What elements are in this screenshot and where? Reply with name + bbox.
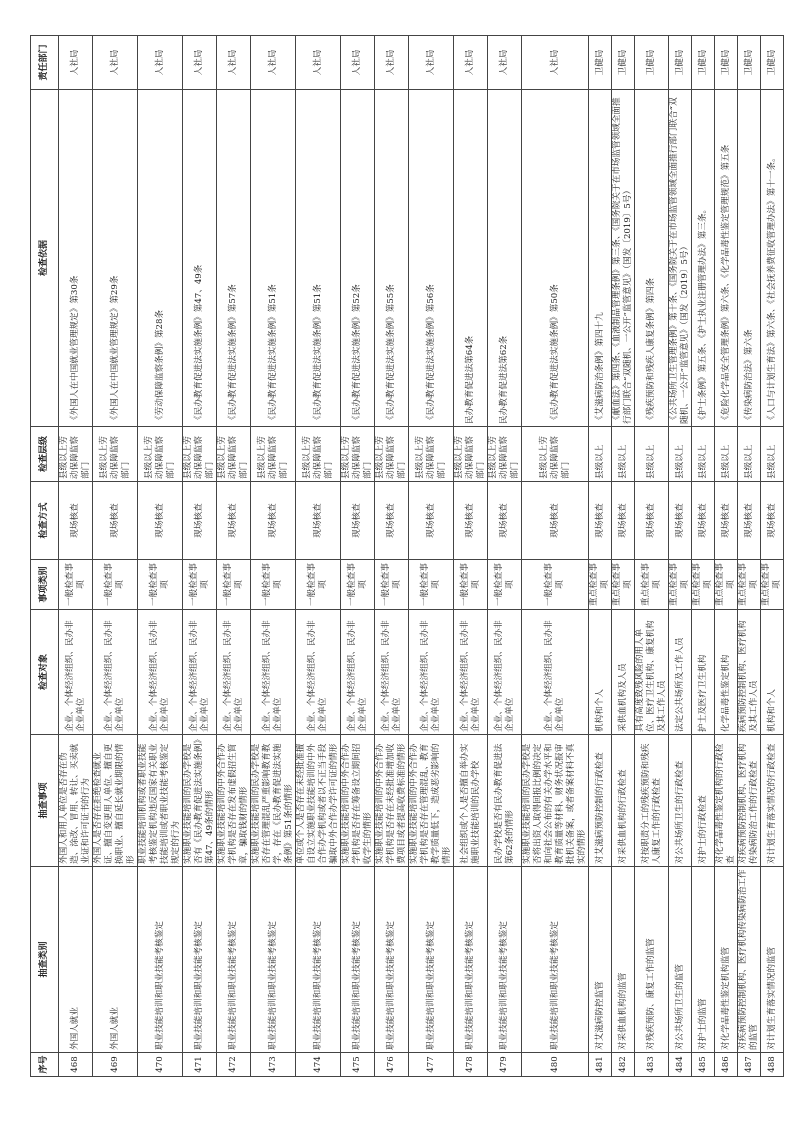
- table-row: [715, 36, 738, 1077]
- cell-category: 职业技能培训和职业技能考核鉴定: [375, 867, 409, 1053]
- cell-item: 社会组织或个人是否擅自举办实施职业技能培训的民办学校: [454, 735, 488, 867]
- cell-basis: 《劳动保障监察条例》第28条: [138, 90, 183, 427]
- cell-level: 县级以上: [738, 427, 761, 482]
- cell-no: 476: [375, 1053, 409, 1077]
- cell-type: 一般检查事项: [409, 560, 454, 610]
- cell-type: 一般检查事项: [183, 560, 217, 610]
- cell-item: 实施职业技能培训的民办学校是否有《民办教育促进法实施条例》第47、49条的情形: [183, 735, 217, 867]
- cell-method: 现场核查: [669, 482, 692, 560]
- cell-dept: 人社局: [409, 36, 454, 90]
- cell-target: 企业、个体经济组织、民办非企业单位: [217, 610, 251, 735]
- cell-target: 化学品毒性鉴定机构: [715, 610, 738, 735]
- cell-level: 县级以上: [635, 427, 669, 482]
- cell-target: 具有高度致残风险的用人单位、医疗卫生机构、康复机构及其工作人员: [635, 610, 669, 735]
- cell-target: 企业、个体经济组织、民办非企业单位: [138, 610, 183, 735]
- cell-target: 企业、个体经济组织、民办非企业单位: [375, 610, 409, 735]
- cell-type: 一般检查事项: [138, 560, 183, 610]
- cell-category: 职业技能培训和职业技能考核鉴定: [488, 867, 522, 1053]
- table-row: [251, 36, 296, 1077]
- table-row: [738, 36, 761, 1077]
- cell-target: 企业、个体经济组织、民办非企业单位: [409, 610, 454, 735]
- cell-basis: 《民办教育促进法实施条例》第47、49条: [183, 90, 217, 427]
- cell-type: 一般检查事项: [522, 560, 589, 610]
- cell-dept: 人社局: [454, 36, 488, 90]
- cell-basis: 《民办教育促进法实施条例》第51条: [296, 90, 341, 427]
- cell-item: 对化学品毒性鉴定机构的行政检查: [715, 735, 738, 867]
- cell-target: 企业、个体经济组织、民办非企业单位: [454, 610, 488, 735]
- cell-target: 企业、个体经济组织、民办非企业单位: [59, 610, 93, 735]
- cell-type: 一般检查事项: [59, 560, 93, 610]
- cell-dept: 人社局: [296, 36, 341, 90]
- cell-basis: 《公共场所卫生管理条例》第十条、《国务院关于在市场监管领域全面推行部门联合“双随机、一公开”监管意见》（国发〔2019〕5号）: [669, 90, 692, 427]
- cell-category: 对残疾预防、康复工作的监管: [635, 867, 669, 1053]
- cell-type: 一般检查事项: [341, 560, 375, 610]
- cell-no: 482: [612, 1053, 635, 1077]
- cell-dept: 卫健局: [589, 36, 612, 90]
- cell-dept: 卫健局: [669, 36, 692, 90]
- cell-item: 单位或个人是否存在未经批准擅自设立实施职业技能培训的中外合作办学机构或者以不正当手段骗取中外合作办学许可证的情形: [296, 735, 341, 867]
- cell-basis: 《外国人在中国就业管理规定》第30条: [59, 90, 93, 427]
- cell-type: 重点检查事项: [669, 560, 692, 610]
- cell-category: 职业技能培训和职业技能考核鉴定: [296, 867, 341, 1053]
- cell-dept: 人社局: [522, 36, 589, 90]
- cell-category: 职业技能培训和职业技能考核鉴定: [522, 867, 589, 1053]
- cell-item: 实施职业技能培训的中外合作办学机构是否存在筹备设立期间招收学生的情形: [341, 735, 375, 867]
- cell-no: 469: [93, 1053, 138, 1077]
- cell-item: 实施职业技能培训的中外合作办学机构是否存在未经批准增加收费项目或者提高收费标准的情形: [375, 735, 409, 867]
- cell-category: 对艾滋病防控监管: [589, 867, 612, 1053]
- table-row: [669, 36, 692, 1077]
- header-method: 检查方式: [31, 482, 59, 560]
- cell-level: 县级以上: [715, 427, 738, 482]
- table-row: [635, 36, 669, 1077]
- cell-no: 486: [715, 1053, 738, 1077]
- header-target: 检查对象: [31, 610, 59, 735]
- table-row: [138, 36, 183, 1077]
- cell-method: 现场核查: [715, 482, 738, 560]
- cell-target: 企业、个体经济组织、民办非企业单位: [93, 610, 138, 735]
- cell-type: 一般检查事项: [375, 560, 409, 610]
- cell-method: 现场核查: [488, 482, 522, 560]
- cell-category: 对公共场所卫生的监管: [669, 867, 692, 1053]
- cell-dept: 人社局: [59, 36, 93, 90]
- cell-method: 现场核查: [738, 482, 761, 560]
- cell-type: 重点检查事项: [635, 560, 669, 610]
- header-item: 抽查事项: [31, 735, 59, 867]
- cell-dept: 人社局: [375, 36, 409, 90]
- cell-category: 对疾病预防控制机构、医疗机构传染病防治工作的监管: [738, 867, 761, 1053]
- cell-category: 外国人就业: [93, 867, 138, 1053]
- cell-method: 现场核查: [93, 482, 138, 560]
- cell-target: 企业、个体经济组织、民办非企业单位: [488, 610, 522, 735]
- cell-category: 职业技能培训和职业技能考核鉴定: [217, 867, 251, 1053]
- cell-target: 机构和个人: [761, 610, 784, 735]
- cell-level: 县级以上劳动保障监察部门: [341, 427, 375, 482]
- cell-level: 县级以上劳动保障监察部门: [251, 427, 296, 482]
- cell-category: 职业技能培训和职业技能考核鉴定: [138, 867, 183, 1053]
- cell-level: 县级以上劳动保障监察部门: [488, 427, 522, 482]
- cell-no: 488: [761, 1053, 784, 1077]
- cell-dept: 人社局: [217, 36, 251, 90]
- cell-method: 现场核查: [409, 482, 454, 560]
- cell-dept: 人社局: [488, 36, 522, 90]
- cell-basis: 《传染病防治法》第六条: [738, 90, 761, 427]
- cell-level: 县级以上: [761, 427, 784, 482]
- header-level: 检查层级: [31, 427, 59, 482]
- cell-basis: 《民办教育促进法实施条例》第56条: [409, 90, 454, 427]
- cell-target: 企业、个体经济组织、民办非企业单位: [296, 610, 341, 735]
- cell-method: 现场核查: [612, 482, 635, 560]
- cell-category: 职业技能培训和职业技能考核鉴定: [454, 867, 488, 1053]
- cell-no: 474: [296, 1053, 341, 1077]
- table-row: [692, 36, 715, 1077]
- cell-category: 职业技能培训和职业技能考核鉴定: [251, 867, 296, 1053]
- cell-category: 职业技能培训和职业技能考核鉴定: [183, 867, 217, 1053]
- cell-level: 县级以上劳动保障监察部门: [217, 427, 251, 482]
- cell-type: 一般检查事项: [93, 560, 138, 610]
- cell-type: 一般检查事项: [488, 560, 522, 610]
- cell-target: 采供血机构及人员: [612, 610, 635, 735]
- cell-target: 企业、个体经济组织、民办非企业单位: [341, 610, 375, 735]
- header-basis: 检查依据: [31, 90, 59, 427]
- cell-item: 职业技能培训机构或者职业技能考核鉴定机构违反国家有关职业技能培训或者职业技能考核鉴定规定的行为: [138, 735, 183, 867]
- cell-level: 县级以上劳动保障监察部门: [454, 427, 488, 482]
- cell-method: 现场核查: [375, 482, 409, 560]
- cell-level: 县级以上劳动保障监察部门: [375, 427, 409, 482]
- cell-method: 现场核查: [454, 482, 488, 560]
- cell-type: 重点检查事项: [761, 560, 784, 610]
- table-row: [217, 36, 251, 1077]
- cell-method: 现场核查: [217, 482, 251, 560]
- cell-category: 对采供血机构的监管: [612, 867, 635, 1053]
- cell-method: 现场核查: [59, 482, 93, 560]
- cell-no: 470: [138, 1053, 183, 1077]
- cell-type: 重点检查事项: [738, 560, 761, 610]
- cell-basis: 民办教育促进法第64条: [454, 90, 488, 427]
- table-row: [454, 36, 488, 1077]
- table-row: [409, 36, 454, 1077]
- cell-method: 现场核查: [589, 482, 612, 560]
- cell-basis: 《艾滋病防治条例》第四十九: [589, 90, 612, 427]
- cell-no: 485: [692, 1053, 715, 1077]
- cell-target: 机构和个人: [589, 610, 612, 735]
- cell-method: 现场核查: [635, 482, 669, 560]
- cell-basis: 《危险化学品安全管理条例》第六条、《化学品毒性鉴定管理规范》第五条: [715, 90, 738, 427]
- inspection-items-table: [30, 35, 784, 1077]
- cell-basis: 《外国人在中国就业管理规定》第29条: [93, 90, 138, 427]
- cell-no: 484: [669, 1053, 692, 1077]
- cell-method: 现场核查: [341, 482, 375, 560]
- cell-method: 现场核查: [692, 482, 715, 560]
- cell-type: 重点检查事项: [692, 560, 715, 610]
- cell-dept: 人社局: [341, 36, 375, 90]
- cell-no: 471: [183, 1053, 217, 1077]
- cell-item: 对公共场所卫生的行政检查: [669, 735, 692, 867]
- cell-method: 现场核查: [251, 482, 296, 560]
- cell-level: 县级以上劳动保障监察部门: [59, 427, 93, 482]
- cell-method: 现场核查: [183, 482, 217, 560]
- table-row: [612, 36, 635, 1077]
- table-row: [183, 36, 217, 1077]
- cell-method: 现场核查: [138, 482, 183, 560]
- cell-basis: 《民办教育促进法实施条例》第51条: [251, 90, 296, 427]
- cell-basis: 《人口与计划生育法》第六条、《社会抚养费征收管理办法》第十一条。: [761, 90, 784, 427]
- cell-item: 对计划生育落实情况的行政检查: [761, 735, 784, 867]
- cell-type: 重点检查事项: [715, 560, 738, 610]
- cell-dept: 人社局: [183, 36, 217, 90]
- cell-no: 472: [217, 1053, 251, 1077]
- cell-dept: 人社局: [251, 36, 296, 90]
- cell-dept: 卫健局: [635, 36, 669, 90]
- cell-target: 疾病预防控制机构、医疗机构及其工作人员: [738, 610, 761, 735]
- cell-type: 一般检查事项: [454, 560, 488, 610]
- cell-level: 县级以上: [612, 427, 635, 482]
- cell-level: 县级以上劳动保障监察部门: [138, 427, 183, 482]
- cell-dept: 卫健局: [612, 36, 635, 90]
- cell-basis: 《民办教育促进法实施条例》第50条: [522, 90, 589, 427]
- cell-level: 县级以上劳动保障监察部门: [93, 427, 138, 482]
- cell-item: 实施职业技能培训的民办学校是否将出资人取得回报比例的决定和向社会公布的有关办学水平和教育质量等材料、财务状况报审批机关备案，或者备案材料不真实的情形: [522, 735, 589, 867]
- cell-no: 479: [488, 1053, 522, 1077]
- cell-category: 职业技能培训和职业技能考核鉴定: [341, 867, 375, 1053]
- table-row: [93, 36, 138, 1077]
- header-type: 事项类别: [31, 560, 59, 610]
- cell-level: 县级以上劳动保障监察部门: [522, 427, 589, 482]
- table-row: [761, 36, 784, 1077]
- cell-no: 481: [589, 1053, 612, 1077]
- cell-category: 对护士的监管: [692, 867, 715, 1053]
- header-category: 抽查类别: [31, 867, 59, 1053]
- cell-level: 县级以上劳动保障监察部门: [183, 427, 217, 482]
- cell-basis: 《民办教育促进法实施条例》第55条: [375, 90, 409, 427]
- cell-no: 483: [635, 1053, 669, 1077]
- cell-item: 对艾滋病预防控制的行政检查: [589, 735, 612, 867]
- cell-level: 县级以上: [669, 427, 692, 482]
- header-dept: 责任部门: [31, 36, 59, 90]
- cell-item: 外国人是否存在拒绝检查就业证、擅自变更用人单位、擅自更换职业、擅自延长就业期限的情形: [93, 735, 138, 867]
- cell-no: 473: [251, 1053, 296, 1077]
- cell-item: 对采供血机构的行政检查: [612, 735, 635, 867]
- cell-basis: 民办教育促进法第62条: [488, 90, 522, 427]
- cell-no: 478: [454, 1053, 488, 1077]
- table-row: [375, 36, 409, 1077]
- cell-level: 县级以上: [692, 427, 715, 482]
- cell-basis: 《献血法》第四条、《血液制品管理条例》第三条、《国务院关于在市场监管领域全面推行部门联合“双随机、一公开”监管意见》（国发〔2019〕5号）: [612, 90, 635, 427]
- cell-type: 一般检查事项: [296, 560, 341, 610]
- cell-no: 477: [409, 1053, 454, 1077]
- cell-dept: 卫健局: [715, 36, 738, 90]
- cell-item: 实施职业技能培训的中外合作办学机构是否存在发布虚假招生简章，骗取钱财的情形: [217, 735, 251, 867]
- cell-type: 一般检查事项: [217, 560, 251, 610]
- cell-dept: 人社局: [93, 36, 138, 90]
- table-row: [59, 36, 93, 1077]
- cell-no: 468: [59, 1053, 93, 1077]
- cell-target: 护士及医疗卫生机构: [692, 610, 715, 735]
- cell-dept: 卫健局: [761, 36, 784, 90]
- table-header-row: [31, 36, 59, 1077]
- cell-level: 县级以上劳动保障监察部门: [296, 427, 341, 482]
- cell-target: 企业、个体经济组织、民办非企业单位: [251, 610, 296, 735]
- cell-category: 对计划生育落实情况的监管: [761, 867, 784, 1053]
- cell-no: 480: [522, 1053, 589, 1077]
- cell-dept: 人社局: [138, 36, 183, 90]
- rotated-table-page: [30, 36, 782, 1077]
- cell-dept: 卫健局: [738, 36, 761, 90]
- cell-level: 县级以上劳动保障监察部门: [409, 427, 454, 482]
- cell-target: 企业、个体经济组织、民办非企业单位: [522, 610, 589, 735]
- header-no: 序号: [31, 1053, 59, 1077]
- cell-method: 现场核查: [296, 482, 341, 560]
- cell-basis: 《护士条例》第五条、《护士执业注册管理办法》第三条。: [692, 90, 715, 427]
- cell-level: 县级以上: [589, 427, 612, 482]
- cell-dept: 卫健局: [692, 36, 715, 90]
- cell-item: 民办学校是否有民办教育促进法第62条的情形: [488, 735, 522, 867]
- cell-type: 重点检查事项: [589, 560, 612, 610]
- cell-target: 法定公共场所及工作人员: [669, 610, 692, 735]
- table-row: [589, 36, 612, 1077]
- cell-target: 企业、个体经济组织、民办非企业单位: [183, 610, 217, 735]
- cell-method: 现场核查: [522, 482, 589, 560]
- cell-category: 对化学品毒性鉴定机构监管: [715, 867, 738, 1053]
- table-row: [296, 36, 341, 1077]
- cell-type: 一般检查事项: [251, 560, 296, 610]
- cell-method: 现场核查: [761, 482, 784, 560]
- cell-basis: 《民办教育促进法实施条例》第52条: [341, 90, 375, 427]
- cell-item: 对按职责分工的残疾预防和残疾人康复工作的行政检查: [635, 735, 669, 867]
- cell-type: 重点检查事项: [612, 560, 635, 610]
- table-row: [488, 36, 522, 1077]
- cell-item: 实施职业技能培训的中外合作办学机构是否存在管理混乱、教育教学质量低下，造成恶劣影响的情形: [409, 735, 454, 867]
- cell-basis: 《残疾预防和残疾人康复条例》第四条: [635, 90, 669, 427]
- cell-basis: 《民办教育促进法实施条例》第57条: [217, 90, 251, 427]
- cell-no: 487: [738, 1053, 761, 1077]
- cell-category: 职业技能培训和职业技能考核鉴定: [409, 867, 454, 1053]
- table-row: [341, 36, 375, 1077]
- cell-category: 外国人就业: [59, 867, 93, 1053]
- cell-no: 475: [341, 1053, 375, 1077]
- cell-item: 实施职业技能培训的民办学校是否存在管理混乱严重影响教育教学，存在《民办教育促进法实施条例》第51条的情形: [251, 735, 296, 867]
- table-row: [522, 36, 589, 1077]
- cell-item: 外国人和用人单位是否存在伪造、涂改、冒用、转让、买卖就业证和许可证书的行为: [59, 735, 93, 867]
- cell-item: 对疾病预防控制机构、医疗机构传染病防治工作的行政检查: [738, 735, 761, 867]
- cell-item: 对护士的行政检查: [692, 735, 715, 867]
